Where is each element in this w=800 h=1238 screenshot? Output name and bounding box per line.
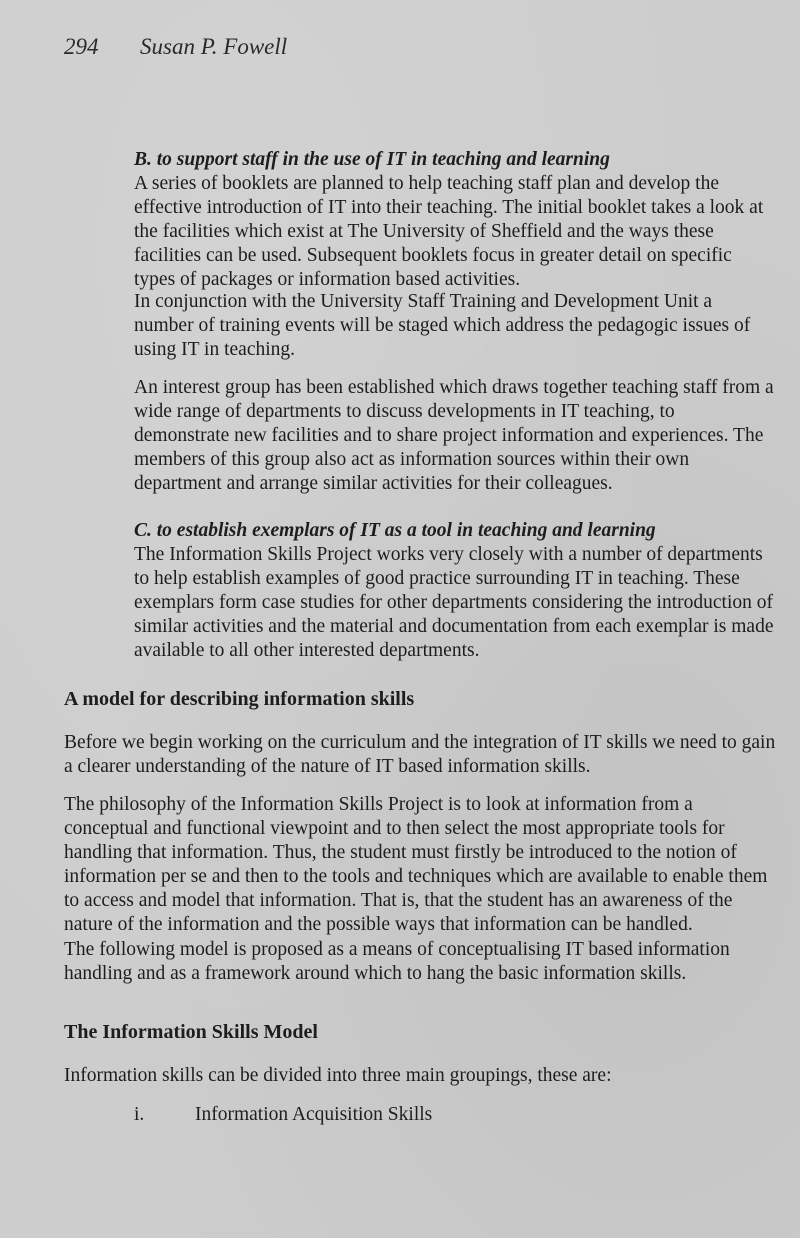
section-b-paragraph-1: A series of booklets are planned to help teaching staff plan and develop the effective introduction of IT into their teaching. The initial booklet takes a look at the facilities which exist at The University of Sheffield and the ways these facilities can be used. Subsequent booklets focus in greater detail on specific types of packages or information based activities.: [134, 173, 764, 290]
section-b-paragraph-3-block: [134, 376, 774, 496]
list-item-number: i.: [134, 1104, 145, 1125]
section-b: [134, 148, 774, 292]
section-c-paragraph-1: The Information Skills Project works very closely with a number of departments to help establish examples of good practice surrounding IT in teaching. These exemplars form case studies for other departments considering the introduction of similar activities and the material and documentation from each exemplar is made available to all other interested departments.: [134, 544, 774, 661]
model-paragraph-1-block: [64, 731, 779, 779]
section-b-paragraph-3: An interest group has been established which draws together teaching staff from a wide range of departments to discuss developments in IT teaching, to demonstrate new facilities and to share project information and experiences. The members of this group also act as information sources within their own department and arrange similar activities for their colleagues.: [134, 377, 774, 494]
model-paragraph-3: The following model is proposed as a means of conceptualising IT based information handling and as a framework around which to hang the basic information skills.: [64, 939, 730, 984]
section-b-title: B. to support staff in the use of IT in teaching and learning: [134, 149, 610, 170]
model-paragraph-2-block: [64, 793, 779, 937]
running-head: [64, 34, 287, 60]
page-number: 294: [64, 34, 99, 59]
section-c: [134, 519, 774, 663]
list-item: [134, 1104, 432, 1126]
section-b-paragraph-2-block: [134, 290, 774, 362]
skills-model-heading: The Information Skills Model: [64, 1021, 318, 1043]
author-name: Susan P. Fowell: [140, 34, 288, 59]
model-heading: A model for describing information skills: [64, 688, 415, 710]
list-item-label: Information Acquisition Skills: [195, 1104, 433, 1125]
skills-model-intro: Information skills can be divided into three main groupings, these are:: [64, 1065, 612, 1086]
model-paragraph-1: Before we begin working on the curriculum and the integration of IT skills we need to gain a clearer understanding of the nature of IT based information skills.: [64, 732, 776, 777]
model-paragraph-2: The philosophy of the Information Skills Project is to look at information from a conceptual and functional viewpoint and to then select the most appropriate tools for handling that information. Thus, the student must firstly be introduced to the notion of information per se and then to the tools and techniques which are available to enable them to access and model that information. That is, that the student has an awareness of the nature of the information and the possible ways that information can be handled.: [64, 794, 768, 935]
section-b-paragraph-2: In conjunction with the University Staff Training and Development Unit a number of training events will be staged which address the pedagogic issues of using IT in teaching.: [134, 291, 751, 360]
section-c-title: C. to establish exemplars of IT as a tool in teaching and learning: [134, 520, 656, 541]
skills-model-intro-block: [64, 1064, 779, 1088]
model-paragraph-3-block: [64, 938, 779, 986]
